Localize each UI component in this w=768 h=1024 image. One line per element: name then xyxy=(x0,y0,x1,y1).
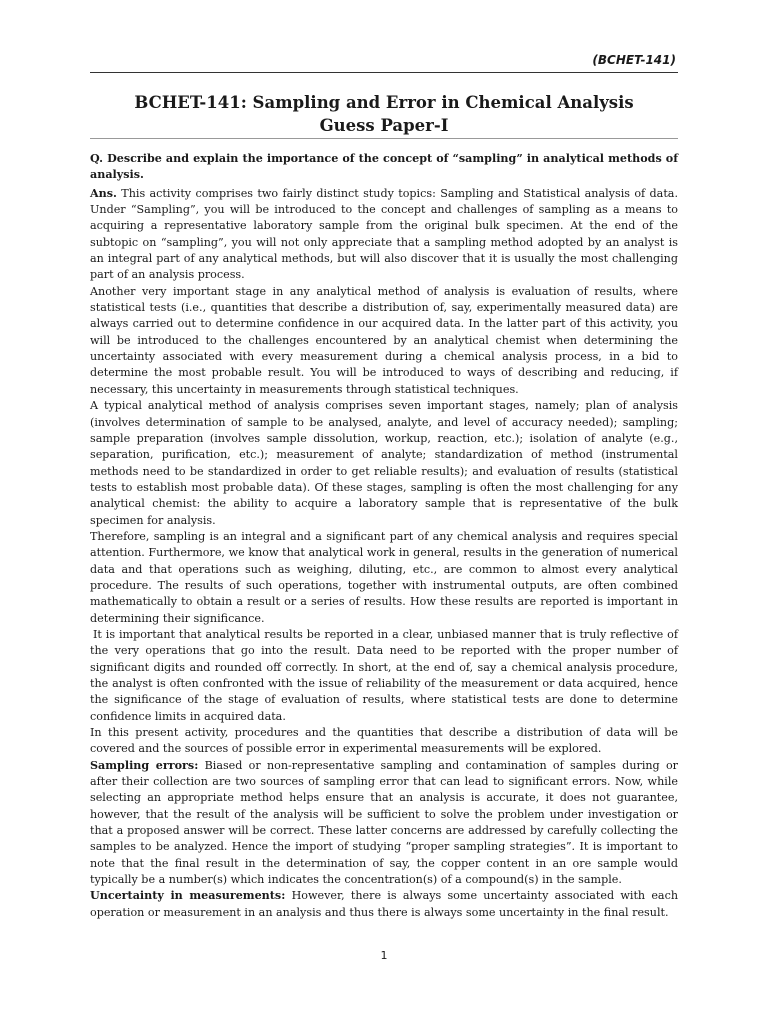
uncertainty-label: Uncertainty in measurements: xyxy=(90,889,286,903)
answer-label: Ans. xyxy=(90,186,117,200)
document-title xyxy=(90,91,678,137)
paragraph-8-text: However, there is always some uncertainty associated with each operation or measurement in an analysis and thus there is always some uncertainty in the final result. xyxy=(90,889,678,919)
paragraph-7-text: Biased or non-representative sampling and contamination of samples during or after their collection are two sources of sampling error that can lead to significant errors. Now, while selecting an appropriate method helps ensure that an analysis is accurate, it does not guarantee, however, that the result of the analysis will be sufficient to solve the problem under investigation or that a proposed answer will be correct. These latter concerns are addressed by carefully collecting the samples to be analyzed. Hence the import of studying “proper sampling strategies”. It is important to note that the final result in the determination of say, the copper content in an ore sample would typically be a number(s) which indicates the concentration(s) of a compound(s) in the sample. xyxy=(90,758,678,887)
course-code-header: (BCHET-141) xyxy=(592,53,676,67)
page-number: 1 xyxy=(380,949,388,962)
paragraph-4: Therefore, sampling is an integral and a significant part of any chemical analysis and requires special attention. Furthermore, we know that analytical work in general, results in the generation of numerical data and that operations such as weighing, diluting, etc., are common to almost every analytical procedure. The results of such operations, together with instrumental outputs, are often combined mathematically to obtain a result or a series of results. How these results are reported is important in determining their significance. xyxy=(90,529,678,625)
question-text: Q. Describe and explain the importance of the concept of “sampling” in analytical methods of analysis. xyxy=(90,152,678,182)
paragraph-3: A typical analytical method of analysis comprises seven important stages, namely; plan of analysis (involves determination of sample to be analysed, analyte, and level of accuracy needed); sampling; sample preparation (involves sample dissolution, workup, reaction, etc.); isolation of analyte (e.g., separation, purification, etc.); measurement of analyte; standardization of method (instrumental methods need to be standardized in order to get reliable results); and evaluation of results (statistical tests to establish most probable data). Of these stages, sampling is often the most challenging for any analytical chemist: the ability to acquire a laboratory sample that is representative of the bulk specimen for analysis. xyxy=(90,399,678,527)
title-line-2: Guess Paper-I xyxy=(319,116,449,135)
document-body xyxy=(90,151,678,921)
paragraph-8 xyxy=(90,888,678,921)
title-rule xyxy=(90,138,678,139)
sampling-errors-label: Sampling errors: xyxy=(90,758,199,772)
paragraph-7 xyxy=(90,758,678,889)
header-rule xyxy=(90,72,678,73)
paragraph-1-text: This activity comprises two fairly distinct study topics: Sampling and Statistical analysis of data. Under “Sampling”, you will be introduced to the concept and challenges of sampling as a means to acquiring a representative laboratory sample from the original bulk specimen. At the end of the subtopic on “sampling”, you will not only appreciate that a sampling method adopted by an analyst is an integral part of any analytical methods, but will also discover that it is usually the most challenging part of an analysis process. xyxy=(90,186,678,282)
title-line-1: BCHET-141: Sampling and Error in Chemical Analysis xyxy=(134,93,634,112)
paragraph-1 xyxy=(90,186,678,284)
paragraph-5: It is important that analytical results be reported in a clear, unbiased manner that is truly reflective of the very operations that go into the result. Data need to be reported with the proper number of significant digits and rounded off correctly. In short, at the end of, say a chemical analysis procedure, the analyst is often confronted with the issue of reliability of the measurement or data acquired, hence the significance of the stage of evaluation of results, where statistical tests are done to determine confidence limits in acquired data. xyxy=(90,627,678,723)
paragraph-6: In this present activity, procedures and the quantities that describe a distribution of data will be covered and the sources of possible error in experimental measurements will be explored. xyxy=(90,726,678,756)
paragraph-2: Another very important stage in any analytical method of analysis is evaluation of results, where statistical tests (i.e., quantities that describe a distribution of, say, experimentally measured data) are always carried out to determine confidence in our acquired data. In the latter part of this activity, you will be introduced to the challenges encountered by an analytical chemist when determining the uncertainty associated with every measurement during a chemical analysis process, in a bid to determine the most probable result. You will be introduced to ways of describing and reducing, if necessary, this uncertainty in measurements through statistical techniques. xyxy=(90,284,678,396)
